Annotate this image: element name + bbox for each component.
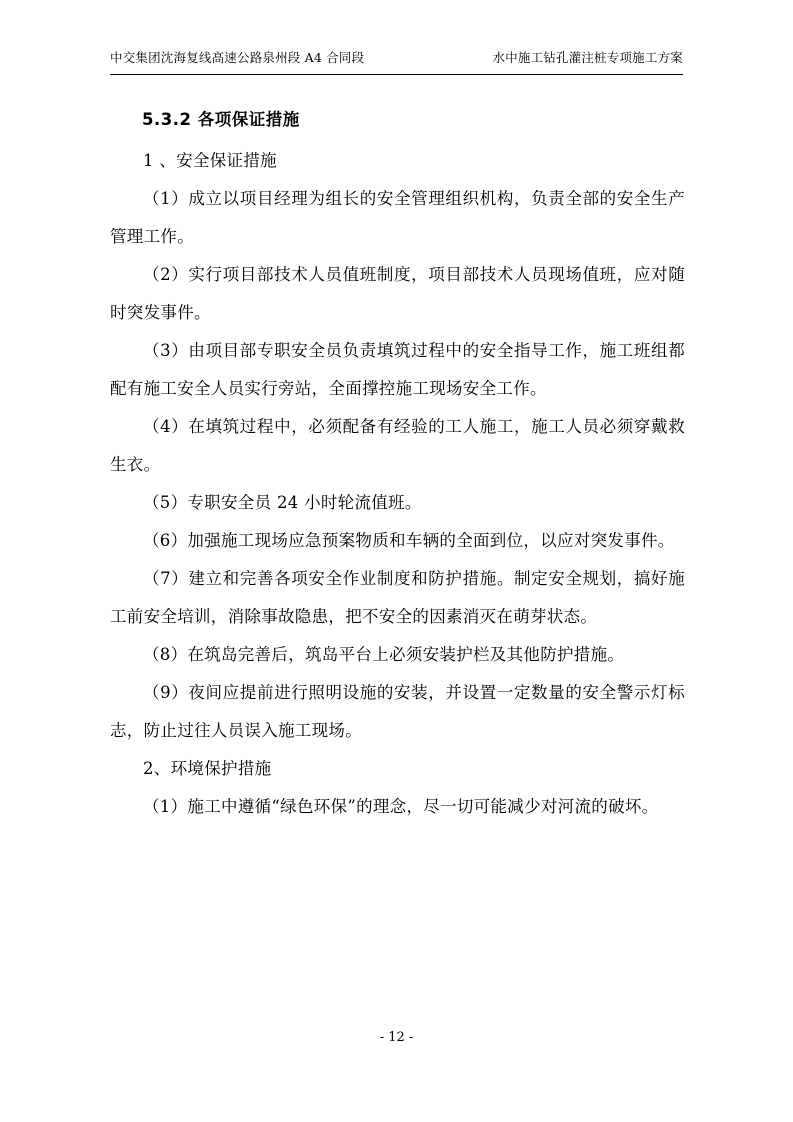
header-divider xyxy=(110,74,683,75)
paragraph: （1）施工中遵循“绿色环保”的理念，尽一切可能减少对河流的破坏。 xyxy=(143,797,659,816)
section-heading: 5.3.2 各项保证措施 xyxy=(142,110,300,129)
page-number: - 12 - xyxy=(379,1030,414,1045)
paragraph: 1 、安全保证措施 xyxy=(143,151,277,170)
document-body xyxy=(110,96,685,826)
paragraph: （5）专职安全员 24 小时轮流值班。 xyxy=(143,493,422,512)
paragraph: （6）加强施工现场应急预案物质和车辆的全面到位，以应对突发事件。 xyxy=(143,531,675,550)
paragraph: 2、环境保护措施 xyxy=(143,759,272,778)
paragraph: （8）在筑岛完善后，筑岛平台上必须安装护栏及其他防护措施。 xyxy=(143,645,625,664)
header-right-text: 水中施工钻孔灌注桩专项施工方案 xyxy=(492,50,683,65)
paragraph: （4）在填筑过程中，必须配备有经验的工人施工，施工人员必须穿戴救生衣。 xyxy=(110,417,685,474)
paragraph: （7）建立和完善各项安全作业制度和防护措施。制定安全规划，搞好施工前安全培训，消除事故隐患，把不安全的因素消灭在萌芽状态。 xyxy=(110,569,685,626)
paragraph: （3）由项目部专职安全员负责填筑过程中的安全指导工作，施工班组都配有施工安全人员实行旁站，全面撑控施工现场安全工作。 xyxy=(110,341,685,398)
paragraph: （9）夜间应提前进行照明设施的安装，并设置一定数量的安全警示灯标志，防止过往人员误入施工现场。 xyxy=(110,683,685,740)
paragraph: （2）实行项目部技术人员值班制度，项目部技术人员现场值班，应对随时突发事件。 xyxy=(110,265,685,322)
page-footer xyxy=(0,1030,793,1045)
page-header xyxy=(110,48,683,66)
paragraph: （1）成立以项目经理为组长的安全管理组织机构，负责全部的安全生产管理工作。 xyxy=(110,189,685,246)
header-left-text: 中交集团沈海复线高速公路泉州段 A4 合同段 xyxy=(110,50,365,65)
